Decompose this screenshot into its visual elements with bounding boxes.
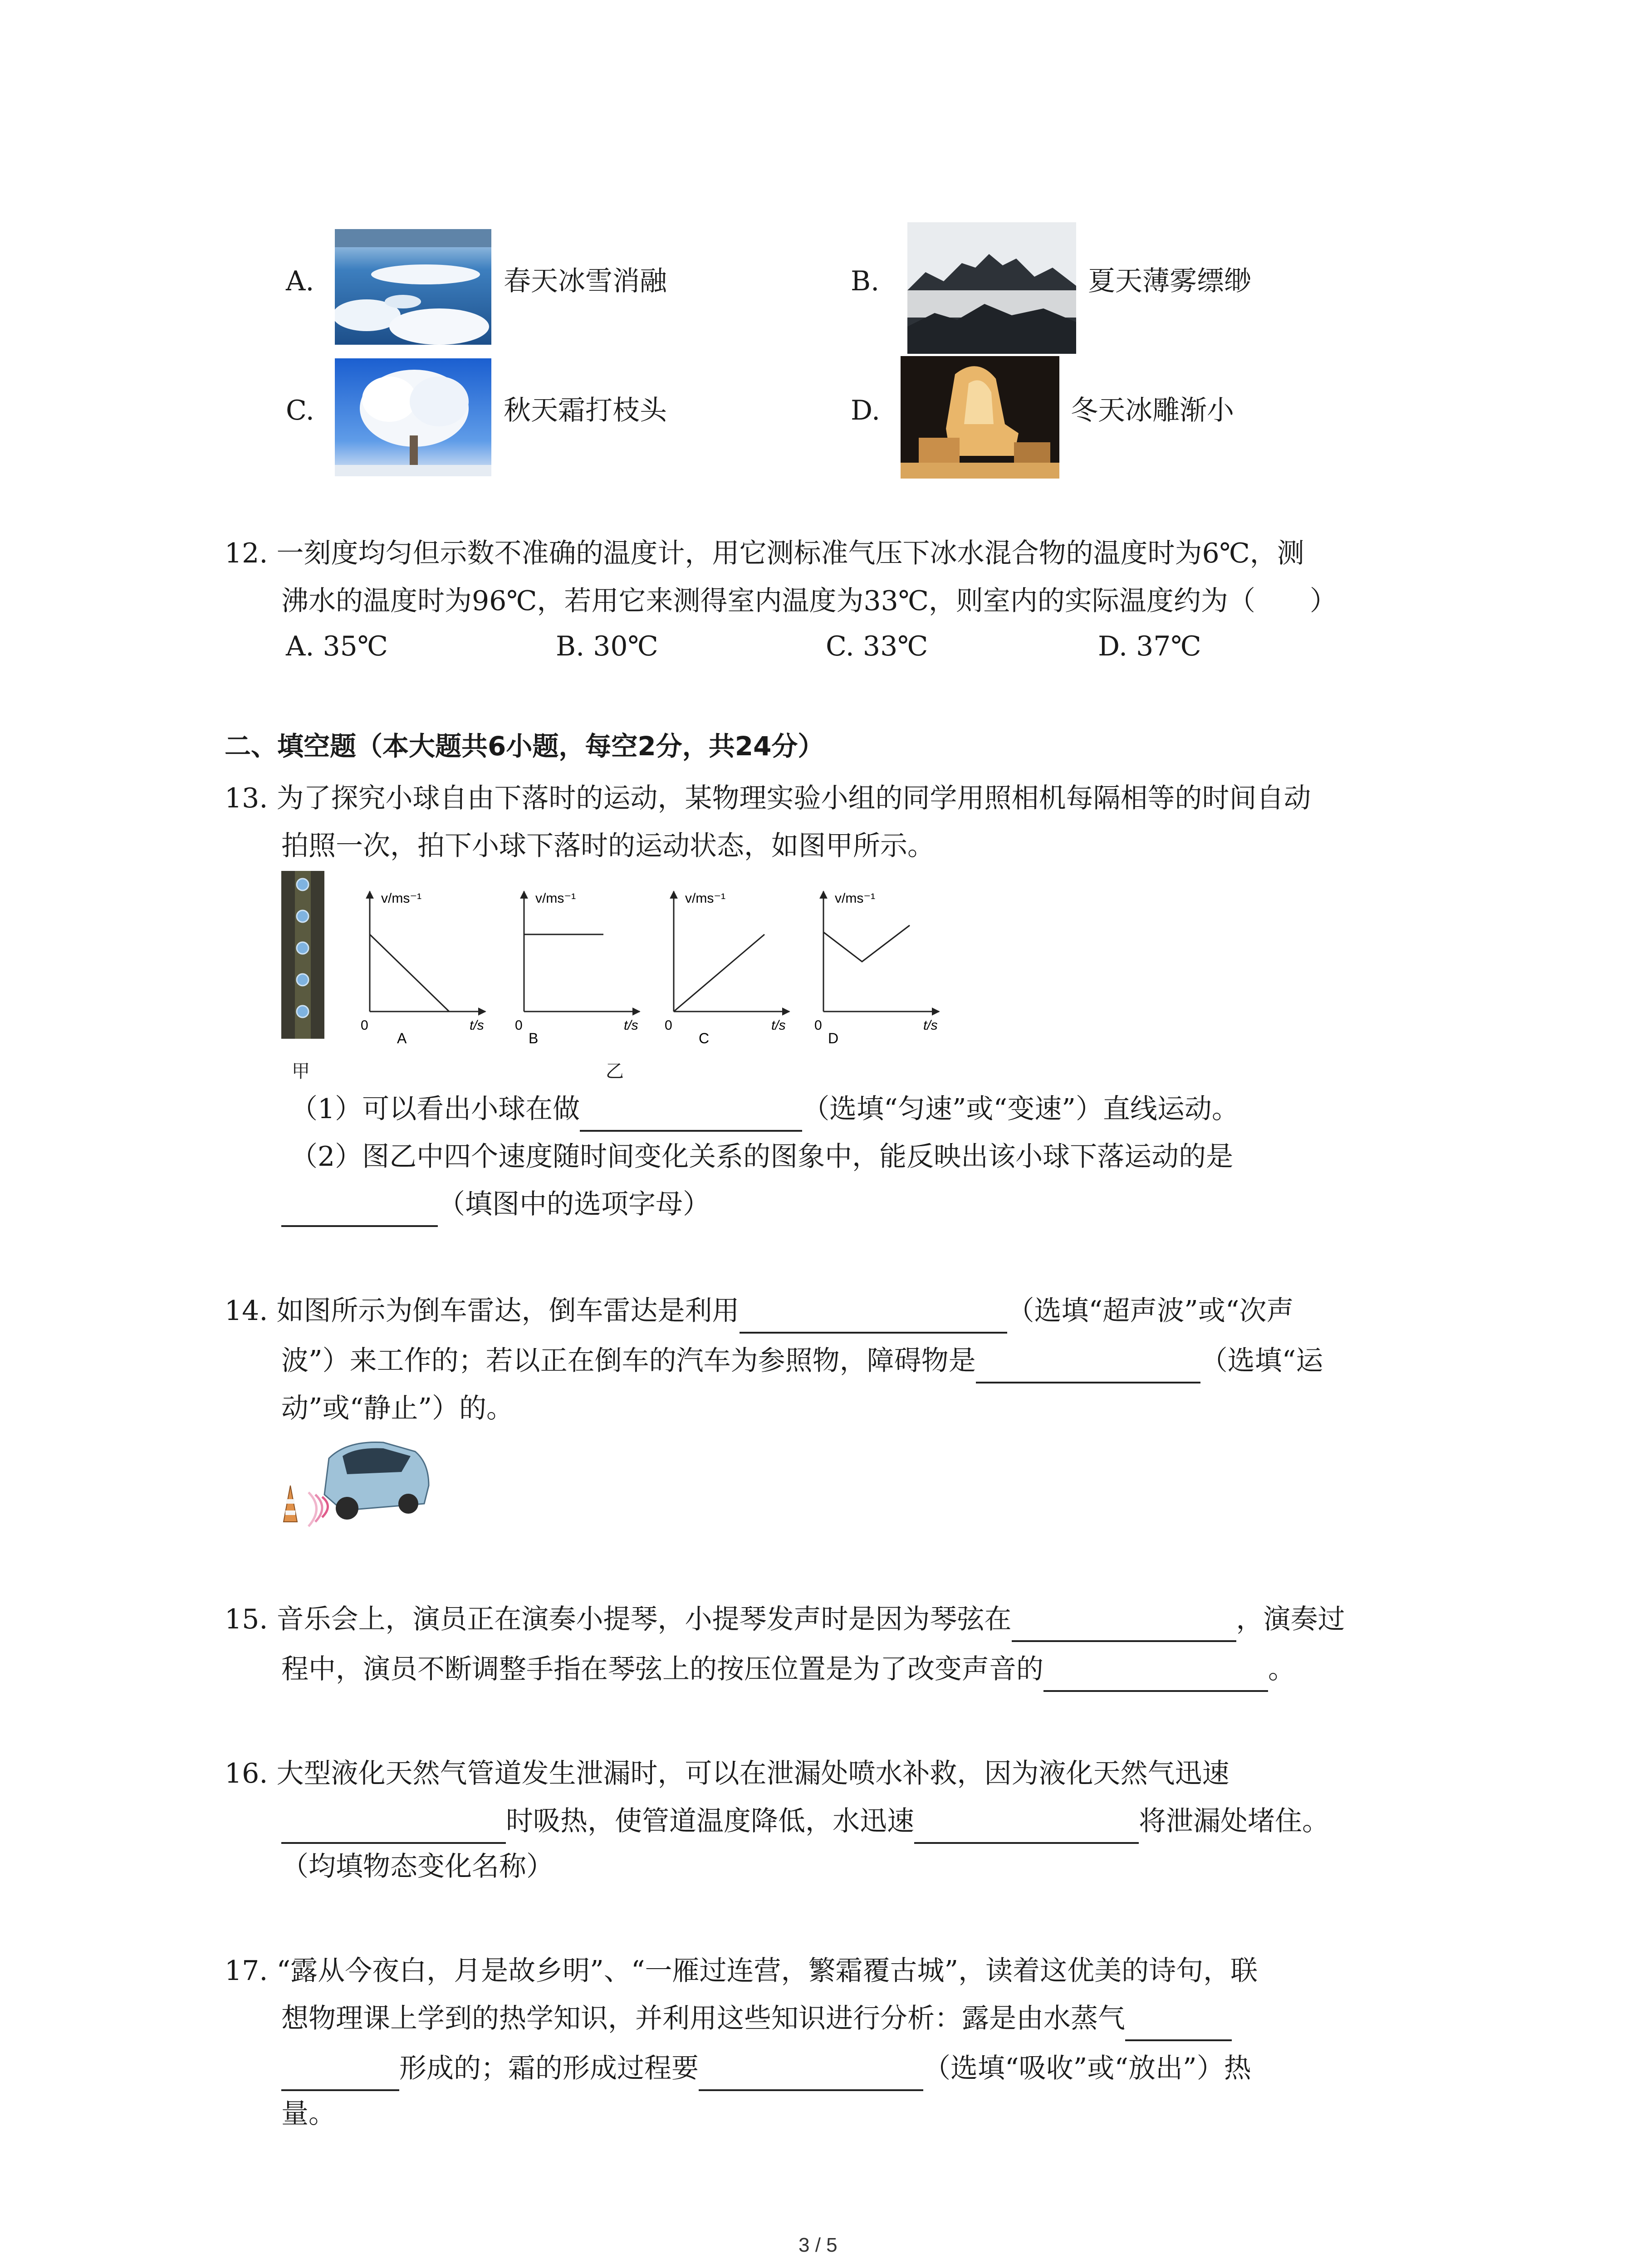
- graph-d-origin: 0: [814, 1018, 822, 1033]
- graph-d-line: [823, 925, 910, 962]
- graph-c-ylabel: v/ms⁻¹: [685, 891, 726, 906]
- q15-blank-1[interactable]: [1012, 1608, 1236, 1642]
- q15-line1-prefix: 15. 音乐会上，演员正在演奏小提琴，小提琴发声时是因为琴弦在: [225, 1603, 1012, 1635]
- graph-d-letter: D: [828, 1030, 839, 1046]
- q17-line3: [281, 2046, 1251, 2091]
- option-b-text: 夏天薄雾缥缈: [1088, 265, 1251, 297]
- option-c-letter: C.: [286, 395, 314, 426]
- q13-sub2-line1: （2）图乙中四个速度随时间变化关系的图象中，能反映出该小球下落运动的是: [290, 1141, 1234, 1173]
- vt-graph-d: [814, 891, 939, 1046]
- q14-line3: 动”或“静止”）的。: [281, 1393, 514, 1424]
- q17-blank-1a[interactable]: [1125, 2008, 1232, 2041]
- graph-a-xlabel: t/s: [470, 1018, 484, 1033]
- q14-line1-suffix: （选填“超声波”或“次声: [1007, 1295, 1294, 1327]
- q12-line2: 沸水的温度时为96℃，若用它来测得室内温度为33℃，则室内的实际温度约为（ ）: [281, 585, 1337, 617]
- graph-b-origin: 0: [515, 1018, 523, 1033]
- option-d-letter: D.: [851, 395, 881, 426]
- q12-line1: 12. 一刻度均匀但示数不准确的温度计，用它测标准气压下冰水混合物的温度时为6℃，测: [225, 538, 1304, 569]
- q14-blank-2[interactable]: [976, 1350, 1200, 1383]
- q13-blank-2[interactable]: [281, 1193, 438, 1227]
- misty-mountain-photo: [907, 222, 1076, 354]
- q16-blank-1[interactable]: [281, 1810, 506, 1844]
- q16-line1: 16. 大型液化天然气管道发生泄漏时，可以在泄漏处喷水补救，因为液化天然气迅速: [225, 1758, 1230, 1789]
- q14-line2-suffix: （选填“运: [1200, 1345, 1323, 1377]
- graph-d-xlabel: t/s: [923, 1018, 938, 1033]
- page-number: 3 / 5: [798, 2234, 838, 2256]
- q14-line1: [225, 1288, 1294, 1334]
- vt-graph-a: [361, 891, 485, 1046]
- q17-blank-1b[interactable]: [281, 2058, 399, 2091]
- q16-line2-suffix: 将泄漏处堵住。: [1139, 1805, 1329, 1837]
- option-c-text: 秋天霜打枝头: [504, 395, 667, 426]
- graph-a-origin: 0: [361, 1018, 368, 1033]
- q13-sub1-suffix: （选填“匀速”或“变速”）直线运动。: [802, 1093, 1239, 1125]
- q12-option-b: B. 30℃: [556, 631, 658, 662]
- figure-jia-label: 甲: [292, 1061, 310, 1081]
- q14-line2: [281, 1338, 1323, 1383]
- section-title: 二、填空题（本大题共6小题，每空2分，共24分）: [225, 731, 824, 762]
- q12-option-c: C. 33℃: [826, 631, 928, 662]
- figure-yi-label: 乙: [606, 1061, 624, 1081]
- q17-line2-text: 想物理课上学到的热学知识，并利用这些知识进行分析：露是由水蒸气: [281, 2003, 1125, 2034]
- q13-line2: 拍照一次，拍下小球下落时的运动状态，如图甲所示。: [281, 830, 935, 862]
- graph-b-letter: B: [529, 1030, 539, 1046]
- graph-d-ylabel: v/ms⁻¹: [835, 891, 876, 906]
- vt-graph-c: [665, 891, 789, 1046]
- q15-line2-suffix: 。: [1268, 1653, 1295, 1685]
- q13-sub1: [290, 1086, 1239, 1132]
- graph-a-ylabel: v/ms⁻¹: [381, 891, 422, 906]
- q15-line1: [225, 1597, 1345, 1642]
- q16-line3: （均填物态变化名称）: [281, 1851, 554, 1882]
- graph-a-letter: A: [397, 1030, 407, 1046]
- q12-option-a: A. 35℃: [286, 631, 388, 662]
- graph-c-line: [674, 934, 764, 1012]
- q16-line2: [281, 1799, 1329, 1844]
- vt-graphs-figure: [354, 885, 957, 1057]
- q17-line3-suffix: （选填“吸收”或“放出”）热: [923, 2053, 1251, 2084]
- vt-graph-b: [515, 891, 640, 1046]
- q17-line4: 量。: [281, 2098, 336, 2130]
- graph-c-origin: 0: [665, 1018, 672, 1033]
- q15-line1-suffix: ，演奏过: [1236, 1603, 1345, 1635]
- q12-option-d: D. 37℃: [1098, 631, 1201, 662]
- q17-blank-2[interactable]: [699, 2058, 923, 2091]
- q17-line2: [281, 1996, 1232, 2041]
- q13-line1: 13. 为了探究小球自由下落时的运动，某物理实验小组的同学用照相机每隔相等的时间自动: [225, 782, 1311, 814]
- q13-sub1-prefix: （1）可以看出小球在做: [290, 1093, 580, 1125]
- q14-blank-1[interactable]: [740, 1300, 1007, 1334]
- q15-line2: [281, 1647, 1295, 1692]
- q14-line1-prefix: 14. 如图所示为倒车雷达，倒车雷达是利用: [225, 1295, 740, 1327]
- ice-sculpture-photo: [901, 356, 1059, 479]
- q15-line2-prefix: 程中，演员不断调整手指在琴弦上的按压位置是为了改变声音的: [281, 1653, 1043, 1685]
- q16-blank-2[interactable]: [914, 1810, 1139, 1844]
- q16-line2-mid: 时吸热，使管道温度降低，水迅速: [506, 1805, 914, 1837]
- graph-a-line: [370, 934, 449, 1012]
- frosted-tree-photo: [335, 358, 491, 476]
- reversing-car-radar-image: [279, 1431, 433, 1529]
- option-b-letter: B.: [851, 265, 880, 297]
- q17-line3-mid: 形成的；霜的形成过程要: [399, 2053, 699, 2084]
- option-a-letter: A.: [286, 265, 314, 297]
- option-d-text: 冬天冰雕渐小: [1071, 395, 1234, 426]
- option-a-text: 春天冰雪消融: [504, 265, 667, 297]
- melting-ice-photo: [335, 229, 491, 345]
- q17-line1: 17. “露从今夜白，月是故乡明”、“一雁过连营，繁霜覆古城”，读着这优美的诗句，联: [225, 1955, 1258, 1987]
- q15-blank-2[interactable]: [1043, 1658, 1268, 1692]
- q13-sub2-suffix: （填图中的选项字母）: [438, 1188, 710, 1220]
- q14-line2-prefix: 波”）来工作的；若以正在倒车的汽车为参照物，障碍物是: [281, 1345, 976, 1377]
- q13-sub2-line2: [281, 1182, 710, 1227]
- graph-c-xlabel: t/s: [771, 1018, 786, 1033]
- falling-ball-strobe-photo: [281, 871, 324, 1039]
- graph-c-letter: C: [699, 1030, 710, 1046]
- graph-b-ylabel: v/ms⁻¹: [535, 891, 576, 906]
- q13-blank-1[interactable]: [580, 1098, 802, 1132]
- graph-b-xlabel: t/s: [624, 1018, 638, 1033]
